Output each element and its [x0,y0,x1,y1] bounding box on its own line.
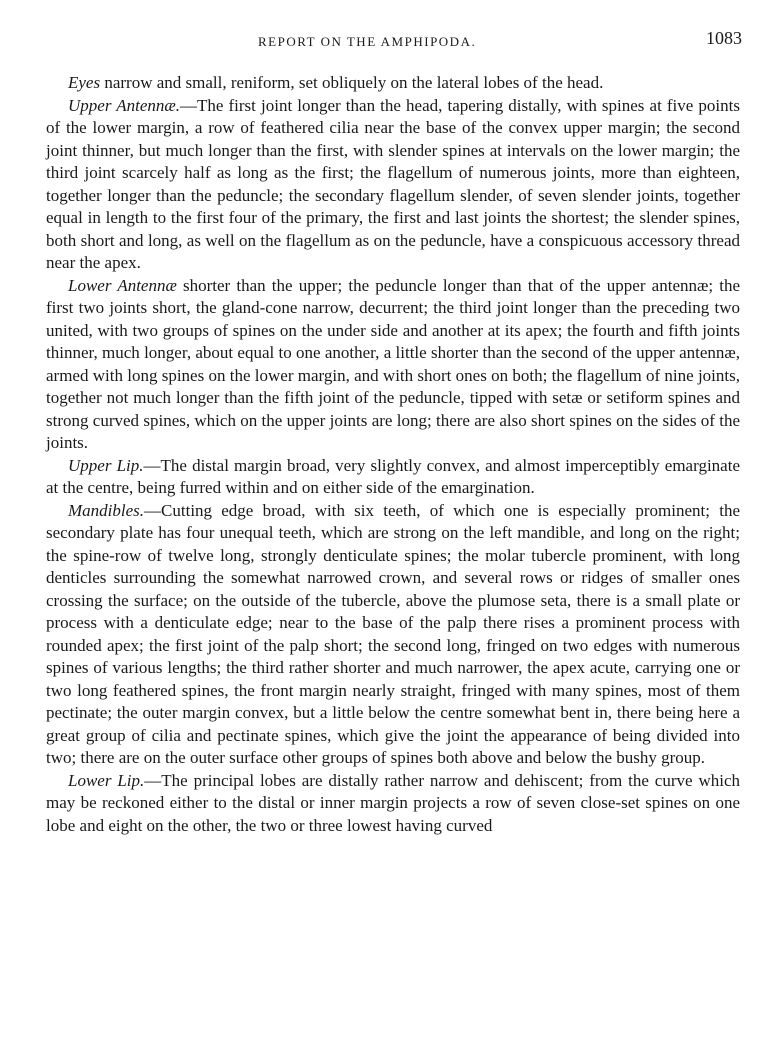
running-title: REPORT ON THE AMPHIPODA. [258,34,477,49]
paragraph-heading: Lower Lip. [68,770,145,790]
paragraph-text: shorter than the upper; the peduncle longer than that of the upper antennæ; the first two joints short, the gland-cone narrow, decurrent; the third joint longer than the preceding two united, with two groups of spines on the under side and another at its apex; the fourth and fifth joints thinner, much longer, about equal to one another, a little shorter than the second of the upper antennæ, armed with long spines on the lower margin, and with short ones on both; the flagellum of nine joints, together not much longer than the fifth joint of the peduncle, tipped with setæ or setiform spines and strong curved spines, which on the upper joints are long; there are also short spines on the sides of the joints. [46,275,740,452]
paragraph-eyes [46,72,740,95]
paragraph-mandibles [46,500,740,770]
paragraph-heading: Lower Antennæ [68,275,177,295]
paragraph-lower-antennae [46,275,740,455]
paragraph-heading: Mandibles. [68,500,145,520]
page-header [0,20,776,60]
paragraph-lower-lip [46,770,740,838]
paragraph-text: —Cutting edge broad, with six teeth, of which one is especially prominent; the secondary plate has four unequal teeth, which are strong on the left mandible, and long on the right; the spine-row of twelve long, strongly denticulate spines; the molar tubercle prominent, with long denticles surrounding the somewhat narrowed crown, and several rows or ridges of smaller ones crossing the surface; on the outside of the tubercle, above the plumose seta, there is a small plate or process with a denticulate edge; near to the base of the palp there rises a prominent process with rounded apex; the first joint of the palp short; the second long, fringed on two edges with numerous spines of various lengths; the third rather shorter and much narrower, the apex acute, carrying one or two long feathered spines, the front margin nearly straight, fringed with many spines, most of them pectinate; the outer margin convex, but a little below the centre somewhat bent in, there being here a great group of cilia and pectinate spines, which give the joint the appearance of being divided into two; there are on the outer surface other groups of spines both above and below the bushy group. [46,500,740,767]
page-number: 1083 [706,28,742,48]
paragraph-text: —The first joint longer than the head, tapering distally, with spines at five points of the lower margin, a row of feathered cilia near the base of the convex upper margin; the second joint thinner, but much longer than the first, with slender spines at intervals on the lower margin; the third joint scarcely half as long as the first; the flagellum of numerous joints, more than eighteen, together longer than the peduncle; the secondary flagellum slender, of seven slender joints, together equal in length to the first four of the primary, the first and last joints the shortest; the slender spines, both short and long, as well on the flagellum as on the peduncle, have a conspicuous accessory thread near the apex. [46,95,740,272]
paragraph-upper-lip [46,455,740,500]
paragraph-heading: Eyes [68,73,101,92]
paragraph-heading: Upper Antennæ. [68,95,180,115]
paragraph-text: narrow and small, reniform, set obliquely on the lateral lobes of the head. [100,73,604,92]
paragraph-text: —The distal margin broad, very slightly convex, and almost imperceptibly emarginate at the centre, being furred within and on either side of the emargination. [46,455,740,497]
paragraph-heading: Upper Lip. [68,455,144,475]
paragraph-text: —The principal lobes are distally rather narrow and dehiscent; from the curve which may be reckoned either to the distal or inner margin projects a row of seven close-set spines on one lobe and eight on the other, the two or three lowest having curved [46,770,740,835]
paragraph-upper-antennae [46,95,740,275]
body-text [46,72,740,837]
